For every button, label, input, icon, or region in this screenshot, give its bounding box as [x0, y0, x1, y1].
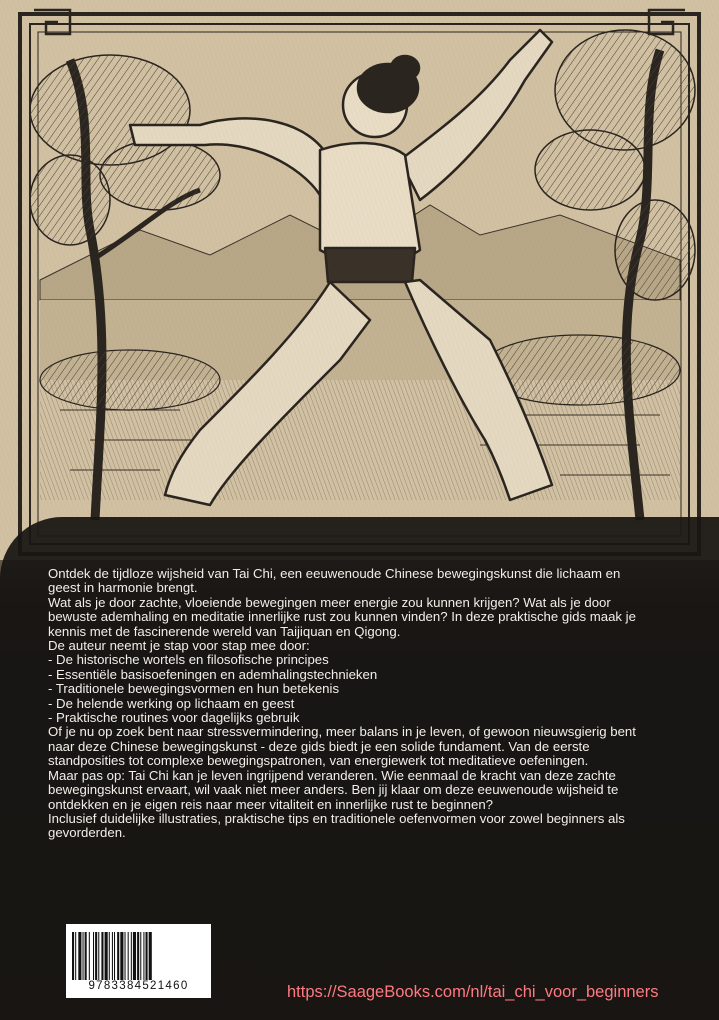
barcode-bar — [112, 932, 113, 980]
barcode-bar — [128, 932, 129, 980]
blurb-line: ontdekken en je eigen reis naar meer vitaliteit en innerlijke rust te beginnen? — [48, 796, 493, 812]
barcode-bar — [83, 932, 84, 980]
isbn-number: 9783384521460 — [88, 980, 189, 992]
barcode-bar — [146, 932, 148, 980]
blurb-line: bewegingskunst ervaart, wil vaak niet meer anders. Ben jij klaar om deze eeuwenoude wijsheid te — [48, 782, 619, 798]
blurb-line: Inclusief duidelijke illustraties, praktische tips en traditionele oefenvormen voor zowel beginners als — [48, 810, 625, 826]
barcode-bar — [140, 932, 141, 980]
blurb-line: standposities tot complexe bewegingspatronen, van energiewerk tot meditatieve oefeningen. — [48, 753, 589, 769]
barcode-bar — [133, 932, 136, 980]
barcode-bar — [72, 932, 74, 980]
blurb-line: Maar pas op: Tai Chi kan je leven ingrijpend veranderen. Wie eenmaal de kracht van deze zachte — [48, 767, 616, 783]
barcode-bar — [101, 932, 103, 980]
barcode-bar — [85, 932, 87, 980]
barcode-bar — [75, 932, 76, 980]
blurb-list-item: - Praktische routines voor dagelijks gebruik — [48, 710, 300, 726]
blurb-list-item: - Essentiële basisoefeningen en ademhalingstechnieken — [48, 666, 378, 682]
barcode-bar — [109, 932, 110, 980]
barcode-bar — [93, 932, 94, 980]
blurb-line: Wat als je door zachte, vloeiende bewegingen meer energie zou kunnen krijgen? Wat als je door — [48, 594, 611, 610]
barcode-bar — [98, 932, 99, 980]
barcode-bar — [105, 932, 108, 980]
barcode-bar — [114, 932, 115, 980]
barcode-bar — [137, 932, 139, 980]
blurb-line: geest in harmonie brengt. — [48, 580, 198, 596]
blurb-line: Ontdek de tijdloze wijsheid van Tai Chi, een eeuwenoude Chinese bewegingskunst die lichaam en — [48, 566, 621, 581]
blurb-line: gevorderden. — [48, 825, 126, 841]
barcode-bar — [131, 932, 132, 980]
blurb-line: Of je nu op zoek bent naar stressvermindering, meer balans in je leven, of gewoon nieuwsgierig bent — [48, 724, 636, 740]
blurb-list-item: - De helende werking op lichaam en geest — [48, 695, 295, 711]
barcode-bar — [117, 932, 119, 980]
blurb-line: De auteur neemt je stap voor stap mee door: — [48, 638, 310, 654]
barcode-bar — [143, 932, 144, 980]
isbn-barcode — [66, 924, 211, 998]
back-cover-blurb — [48, 567, 688, 841]
blurb-line: bewuste ademhaling en meditatie innerlijke rust zou kunnen vinden? In deze praktische gids maak je — [48, 609, 636, 625]
blurb-list-item: - De historische wortels en filosofische principes — [48, 652, 329, 668]
blurb-line: kennis met de fascinerende wereld van Taijiquan en Qigong. — [48, 623, 401, 639]
blurb-list-item: - Traditionele bewegingsvormen en hun betekenis — [48, 681, 340, 697]
blurb-line: naar deze Chinese bewegingskunst - deze gids biedt je een solide fundament. Van de eerste — [48, 738, 590, 754]
barcode-bar — [78, 932, 81, 980]
barcode-bar — [120, 932, 123, 980]
barcode-bar — [89, 932, 90, 980]
barcode-bar — [149, 932, 152, 980]
publisher-url[interactable]: https://SaageBooks.com/nl/tai_chi_voor_beginners — [287, 983, 659, 1001]
barcode-bars — [72, 932, 205, 980]
barcode-bar — [125, 932, 126, 980]
barcode-bar — [95, 932, 97, 980]
